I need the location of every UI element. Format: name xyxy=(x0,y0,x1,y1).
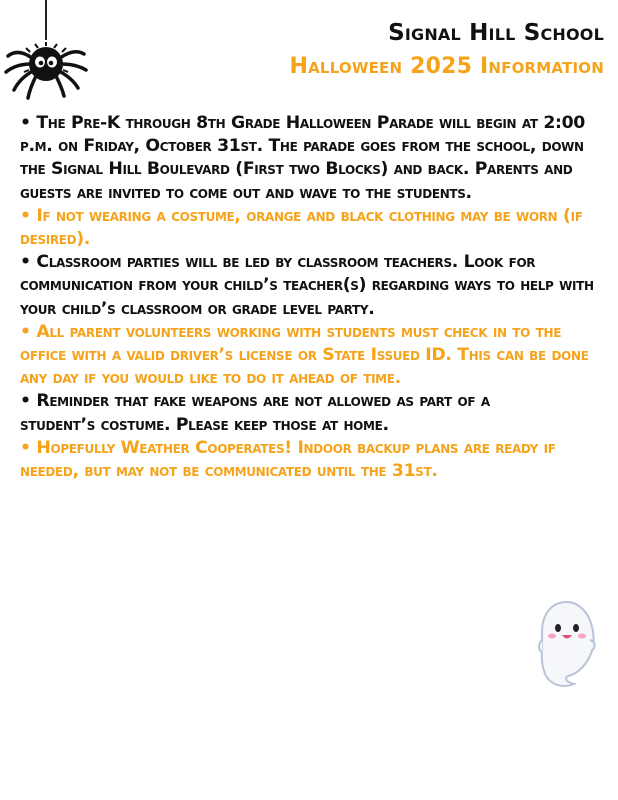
page-subtitle: Halloween 2025 Information xyxy=(289,54,604,79)
info-item-weapons: • Reminder that fake weapons are not allowed as part of a student’s costume. Please keep those at home. xyxy=(20,391,490,435)
info-item-costume: • If not wearing a costume, orange and black clothing may be worn (if desired). xyxy=(20,205,583,250)
spider-icon xyxy=(0,0,110,110)
school-title: Signal Hill School xyxy=(388,20,604,46)
info-item-weather: • Hopefully Weather Cooperates! Indoor backup plans are ready if needed, but may not be communicated until the 31st. xyxy=(20,437,556,482)
info-item-parties: • Classroom parties will be led by classroom teachers. Look for communication from your child’s teacher(s) regarding ways to help with your child’s classroom or grade level party. xyxy=(20,252,594,319)
info-item-volunteers: • All parent volunteers working with students must check in to the office with a valid driver’s license or State Issued ID. This can be done any day if you would like to do it ahead of time. xyxy=(20,321,589,389)
info-list xyxy=(20,112,608,483)
info-item-parade: • The Pre-K through 8th Grade Halloween Parade will begin at 2:00 p.m. on Friday, October 31st. The parade goes from the school, down the Signal Hill Boulevard (First two Blocks) and back. Parents and guests are invited to come out and wave to the students. xyxy=(20,113,585,203)
ghost-icon xyxy=(536,598,598,690)
